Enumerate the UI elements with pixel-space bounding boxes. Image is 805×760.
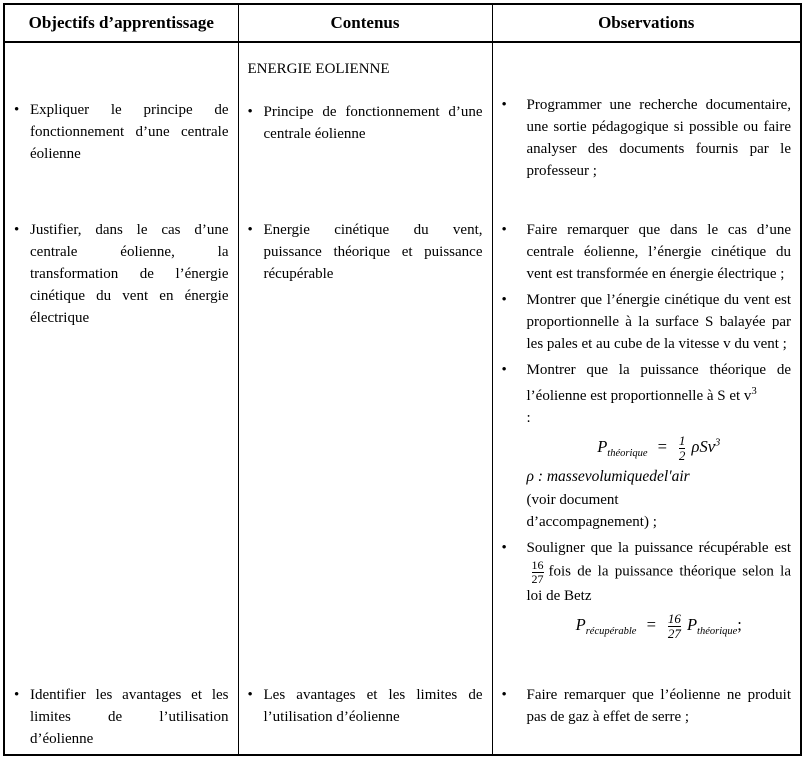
colon-line: : [526, 410, 531, 426]
contenu-text: Principe de fonctionnement d’une centrale éolienne [263, 104, 483, 142]
contenu-text: Energie cinétique du vent, puissance théorique et puissance récupérable [263, 222, 483, 282]
fraction-16-27: $\frac{16}{27}$ [667, 611, 681, 642]
bullet-icon: • [501, 540, 507, 557]
observation-text: fois de la puissance théorique selon la loi de Betz [526, 563, 791, 605]
cell-objectifs-2 [4, 215, 238, 683]
formula-subscript: récupérable [585, 626, 637, 638]
bullet-icon: • [247, 687, 253, 703]
equals-sign: = [656, 436, 668, 456]
formula-expression: ρSv [691, 436, 716, 456]
fraction-one-half: $\frac{1}{2}$ [678, 433, 686, 463]
observation-text: Souligner que la puissance récupérable est [526, 540, 791, 557]
bullet-icon: • [501, 97, 507, 113]
superscript-3: 3 [751, 386, 757, 397]
fraction-16-27: $\frac{16}{27}$ [531, 558, 544, 586]
cell-observations-3 [492, 683, 801, 755]
rho-definition: ρ : massevolumiquedel′air [526, 468, 690, 486]
table-row [4, 683, 801, 755]
contenu-item-principe [248, 101, 483, 145]
bullet-icon: • [501, 687, 507, 703]
observation-text: Faire remarquer que l’éolienne ne produit pas de gaz à effet de serre ; [526, 687, 791, 725]
equals-sign: = [645, 615, 657, 635]
bullet-icon: • [501, 362, 507, 378]
table-header-row [4, 4, 801, 42]
bullet-icon: • [14, 687, 20, 703]
cell-contenus-3 [238, 683, 492, 755]
formula-subscript: théorique [607, 448, 648, 460]
cell-contenus-1 [238, 42, 492, 215]
objectif-text: Identifier les avantages et les limites de l’utilisation d’éolienne [30, 687, 229, 747]
superscript-3: 3 [715, 437, 721, 449]
formula-puissance-theorique [527, 434, 792, 462]
cell-observations-1 [492, 42, 801, 215]
section-title-energie-eolienne: ENERGIE EOLIENNE [247, 61, 390, 77]
header-observations: Observations [492, 4, 801, 42]
table-row [4, 42, 801, 215]
observation-item-gaz-effet-serre [502, 684, 792, 728]
formula-tail: ; [737, 615, 742, 635]
bullet-icon: • [247, 104, 253, 120]
header-objectifs: Objectifs d’apprentissage [4, 4, 238, 42]
objectif-item-justifier [14, 219, 229, 329]
contenu-text: Les avantages et les limites de l’utilisation d’éolienne [263, 687, 483, 725]
observation-text: Montrer que l’énergie cinétique du vent est proportionnelle à la surface S balayée par les pales et au cube de la vitesse v du vent ; [526, 292, 791, 352]
objectif-text: Expliquer le principe de fonctionnement d’une centrale éolienne [30, 102, 229, 162]
observation-item-montrer-puissance [502, 359, 792, 533]
objectif-text: Justifier, dans le cas d’une centrale éolienne, la transformation de l’énergie cinétique du vent en énergie électrique [30, 222, 229, 326]
bullet-icon: • [14, 222, 20, 238]
voir-document-line2: d’accompagnement) ; [526, 514, 657, 531]
curriculum-table [3, 3, 802, 756]
cell-observations-2 [492, 215, 801, 683]
objectif-item-expliquer [14, 99, 229, 165]
bullet-icon: • [501, 222, 507, 238]
voir-document-line1: (voir document [526, 492, 619, 509]
observation-item-montrer-energie [502, 289, 792, 355]
formula-variable: P [686, 615, 698, 635]
observation-item-souligner-betz [502, 537, 792, 643]
objectif-item-identifier [14, 684, 229, 750]
bullet-icon: • [14, 102, 20, 118]
header-contenus: Contenus [238, 4, 492, 42]
formula-variable: P [575, 615, 586, 635]
contenu-item-energie-cinetique [248, 219, 483, 285]
bullet-icon: • [501, 292, 507, 308]
formula-subscript: théorique [697, 626, 738, 638]
table-row [4, 215, 801, 683]
contenu-item-avantages [248, 684, 483, 728]
formula-variable: P [597, 436, 608, 456]
cell-contenus-2 [238, 215, 492, 683]
observation-text: Faire remarquer que dans le cas d’une centrale éolienne, l’énergie cinétique du vent est transformée en énergie électrique ; [526, 222, 791, 282]
observation-item-faire-remarquer [502, 219, 792, 285]
cell-objectifs-1 [4, 42, 238, 215]
observation-item-programmer [502, 94, 792, 182]
observation-text: Programmer une recherche documentaire, une sortie pédagogique si possible ou faire analyser des documents fournis par le professeur ; [526, 97, 791, 179]
formula-loi-de-betz [527, 612, 792, 640]
observation-text: Montrer que la puissance théorique de l’éolienne est proportionnelle à S et v [526, 362, 791, 404]
bullet-icon: • [247, 222, 253, 238]
cell-objectifs-3 [4, 683, 238, 755]
